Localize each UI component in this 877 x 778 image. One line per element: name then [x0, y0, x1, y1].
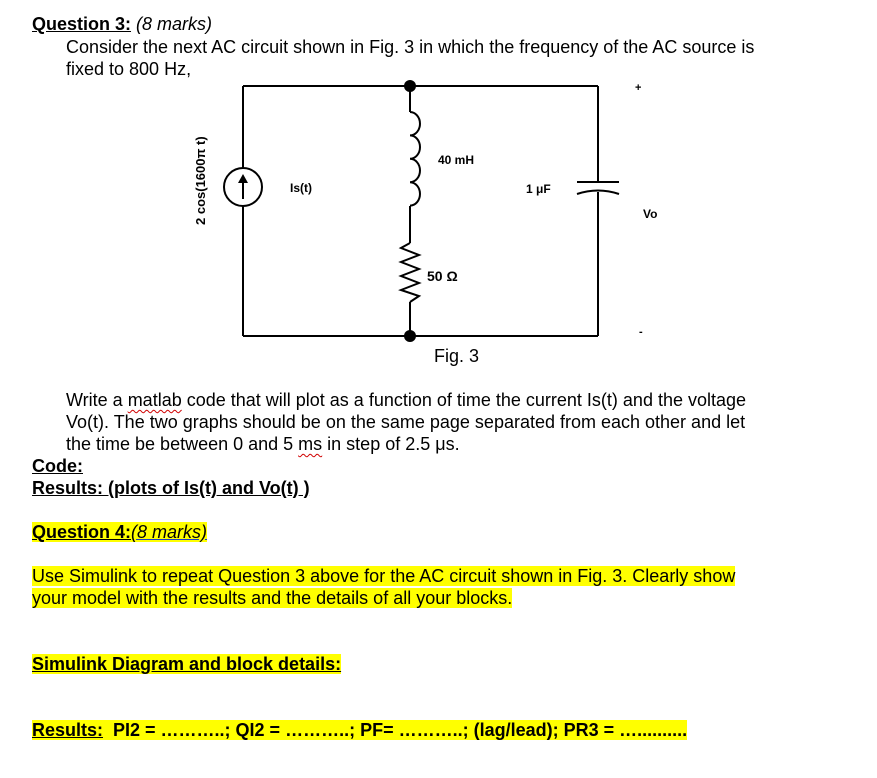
- results-label-q4: Results:: [32, 720, 104, 740]
- simulink-diagram-label: Simulink Diagram and block details:: [32, 654, 342, 674]
- minus-sign: -: [639, 326, 643, 338]
- spellcheck-word-matlab: matlab: [127, 390, 182, 410]
- spellcheck-word-ms: ms: [298, 434, 323, 454]
- output-label: Vo: [643, 207, 658, 221]
- question-4-marks: (8 marks): [131, 522, 208, 542]
- results-fields: PI2 = ………..; QI2 = ………..; PF= ………..; (lag/lead); PR3 = …..........: [103, 720, 688, 740]
- question-4-heading: [32, 521, 207, 543]
- results-line-q4: [32, 719, 687, 741]
- plus-sign: +: [635, 82, 642, 94]
- question-3-intro-line1: Consider the next AC circuit shown in Fig. 3 in which the frequency of the AC source is: [66, 37, 755, 57]
- current-label: Is(t): [290, 181, 312, 195]
- node-bottom: [404, 330, 416, 342]
- source-label: 2 cos(1600π t): [193, 136, 208, 225]
- question-3-intro-line2: fixed to 800 Hz,: [66, 59, 192, 79]
- question-3-label: Question 3:: [32, 14, 132, 34]
- question-4-line2: your model with the results and the details of all your blocks.: [32, 588, 513, 608]
- inductor-label: 40 mH: [438, 153, 475, 167]
- circuit-diagram: [0, 0, 877, 370]
- question-3-marks: (8 marks): [131, 14, 213, 34]
- task-line1: Write a matlab code that will plot as a function of time the current Is(t) and the voltage: [66, 390, 747, 410]
- resistor: [401, 243, 419, 302]
- resistor-label: 50 Ω: [427, 268, 458, 284]
- inductor: [410, 112, 420, 206]
- task-line2: Vo(t). The two graphs should be on the same page separated from each other and let: [66, 412, 746, 432]
- node-top: [404, 80, 416, 92]
- question-4-label: Question 4:: [32, 522, 132, 542]
- current-source: [224, 168, 262, 206]
- code-label: Code:: [32, 456, 83, 476]
- capacitor-label: 1 μF: [526, 182, 551, 196]
- figure-caption: Fig. 3: [434, 346, 480, 366]
- results-label-q3: Results: (plots of Is(t) and Vo(t) ): [32, 478, 310, 498]
- task-line3: the time be between 0 and 5 ms in step of 2.5 μs.: [66, 434, 460, 454]
- question-4-line1: Use Simulink to repeat Question 3 above for the AC circuit shown in Fig. 3. Clearly show: [32, 566, 736, 586]
